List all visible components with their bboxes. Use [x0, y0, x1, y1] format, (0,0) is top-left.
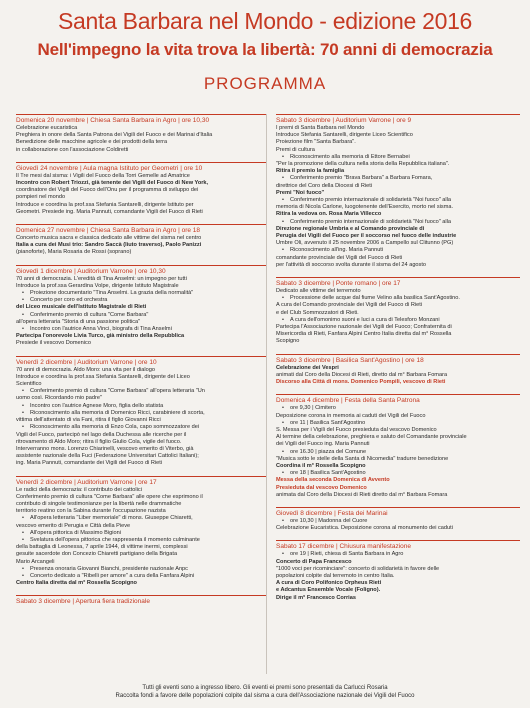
event-detail-line: Partecipa l'Associazione nazionale dei Vigili del Fuoco; Confraternita di [276, 324, 452, 331]
event-detail-line: I premi di Santa Barbara nel Mondo [276, 125, 365, 131]
event-heading: Venerdì 2 dicembre | Auditorium Varrone | ore 10 [16, 356, 266, 366]
event-detail-line: contributo di singole testimonianze per la libertà nelle drammatiche [16, 500, 182, 507]
programme-event [16, 356, 266, 468]
event-detail-line: Al termine della celebrazione, preghiera e saluto del Comandante provinciale [276, 434, 467, 441]
event-detail-line: • ore 16.30 | piazza del Comune [276, 449, 520, 456]
programme-event [276, 394, 520, 499]
event-detail-line: ritrovamento di Aldo Moro; ritira il figlio Giulio Cola, vigile del fuoco. [16, 438, 182, 445]
event-detail-line: Deposizione corona in memoria ai caduti dei Vigili del Fuoco [276, 412, 426, 419]
event-detail-line: Centro Italia diretta dal m° Rossella Scopigno [16, 580, 137, 587]
event-detail-line: coordinatore dei Vigili del Fuoco dell'Onu per il programma di sviluppo dei [16, 187, 199, 194]
event-heading: Sabato 17 dicembre | Chiusura manifestazione [276, 540, 520, 550]
event-detail-line: • Riconoscimento alla memoria di Domenico Ricci, carabiniere di scorta, [16, 410, 266, 417]
event-heading: Sabato 3 dicembre | Apertura fiera tradizionale [16, 595, 266, 605]
event-detail-line: • Proiezione documentario "Tina Anselmi. La grazia della normalità" [16, 290, 266, 297]
programme-event [276, 540, 520, 601]
programme-event [16, 162, 266, 216]
event-detail-line: Dirige il m° Francesco Corrias [276, 594, 356, 601]
event-heading: Sabato 3 dicembre | Auditorium Varrone | ore 9 [276, 114, 520, 124]
event-detail-line: • Conferimento premio "Brava Barbara" a Barbara Fomara, [276, 175, 520, 182]
footer-line-1: Tutti gli eventi sono a ingresso libero. Gli eventi ei premi sono presentati da Carlucci Rosaria [142, 685, 388, 691]
event-detail-line: e Adcantus Ensemble Vocale (Foligno). [276, 587, 381, 594]
right-column [276, 114, 520, 610]
event-detail-line: • Riconoscimento alla memoria di Enzo Cola, capo sommozzatore dei [16, 424, 266, 431]
event-detail-line: Geometri. Presiede ing. Maria Pannuti, comandante Vigili del Fuoco di Rieti [16, 208, 203, 215]
event-heading: Domenica 4 dicembre | Festa della Santa Patrona [276, 394, 520, 404]
event-subtitle: Nell'impegno la vita trova la libertà: 70 anni di democrazia [37, 40, 493, 59]
event-detail-line: del Liceo musicale dell'Istituto Magistrale di Rieti [16, 304, 147, 311]
event-detail-line: Introduce la prof.ssa Gerardina Volpe, dirigente Istituto Magistrale [16, 282, 179, 289]
event-detail-line: • Processione delle acque dal fiume Velino alla basilica Sant'Agostino. [276, 295, 520, 302]
event-detail-line: • ore 18 | Basilica Sant'Agostino [276, 470, 520, 477]
event-detail-line: • Concerto dedicato a "Ribelli per amore" a cura della Fanfara Alpini [16, 573, 266, 580]
event-heading: Domenica 20 novembre | Chiesa Santa Barbara in Agro | ore 10,30 [16, 114, 266, 124]
event-detail-line: Scientifico [16, 381, 42, 388]
event-detail-line: Incontro con Robert Triozzi, già tenente dei Vigili del Fuoco di New York, [16, 180, 209, 187]
event-detail-line: • ore 9,30 | Cimitero [276, 405, 520, 412]
event-heading: Sabato 3 dicembre | Basilica Sant'Agostino | ore 18 [276, 354, 520, 364]
event-detail-line: dei Vigili del Fuoco ing. Maria Pannuti [276, 441, 370, 448]
event-detail-line: A cura di Coro Polifonico Orpheus Rieti [276, 580, 382, 587]
event-detail-line: 70 anni di democrazia. L'eredità di Tina Anselmi: un impegno per tutti [16, 275, 187, 282]
event-detail-line: • Riconoscimento alla memoria di Ettore Bernabei [276, 154, 520, 161]
event-detail-line: Premi di cultura [276, 146, 315, 153]
event-detail-line: "1000 voci per ricominciare": concerto di solidarietà in favore delle [276, 565, 440, 572]
event-detail-line: 70 anni di democrazia. Aldo Moro: una vita per il dialogo [16, 366, 155, 373]
event-heading: Venerdì 2 dicembre | Auditorium Varrone | ore 17 [16, 476, 266, 486]
event-detail-line: • Incontro con l'autrice Anna Vinci, biografa di Tina Anselmi [16, 326, 266, 333]
event-detail-line: • Conferimento premio di cultura "Come Barbara" all'opera letteraria "Un [16, 388, 266, 395]
event-detail-line: • ore 10,30 | Madonna del Cuore [276, 518, 520, 525]
event-detail-line: uomo così. Ricordando mio padre" [16, 395, 102, 402]
event-detail-line: Interverranno mons. Lorenzo Chiarinelli, vescovo emerito di Viterbo, già [16, 445, 194, 452]
event-detail-line: per l'attività di soccorso svolta durante il sisma del 24 agosto [276, 261, 426, 268]
event-detail-line: Concerto di Papa Francesco [276, 558, 352, 565]
programme-event [276, 507, 520, 532]
event-detail-line: • Incontro con l'autrice Agnese Moro, figlia dello statista [16, 403, 266, 410]
event-detail-line: Italia a cura dei Musi trio: Sandro Saccà (liuto traverso), Paolo Panizzi [16, 242, 202, 249]
event-detail-line: Messa della seconda Domenica di Avvento [276, 477, 390, 484]
event-detail-line: • A cura dell'omonimo suoni e luci a cura di Telesforo Monzani [276, 317, 520, 324]
event-detail-line: • Concerto per coro ed orchestra [16, 297, 266, 304]
event-detail-line: "Musica sotto le stelle della Santa di Nicomedia" tradurre benedizione [276, 455, 449, 462]
event-detail-line: S. Messa per i Vigili del Fuoco presieduta dal vescovo Domenico [276, 426, 437, 433]
event-detail-line: Celebrazione Eucaristica. Deposizione corona al monumento dei caduti [276, 525, 453, 532]
footer [0, 684, 530, 700]
event-detail-line: e del Club Sommozzatori di Rieti. [276, 309, 359, 316]
event-detail-line: Vigili del Fuoco, partecipò nel lago della Duchessa alle ricerche per il [16, 431, 187, 438]
event-detail-line: Concerto musica sacra e classica dedicato alle vittime del sisma nel centro [16, 235, 202, 242]
event-detail-line: della battaglia di Leonessa, 7 aprile 1944, di vittime inermi, complessi [16, 544, 188, 551]
event-detail-line: Preghiera in onore della Santa Patrona dei Vigili del Fuoco e dei Marinai d'Italia [16, 132, 213, 139]
event-detail-line: • Conferimento premio internazionale di solidarietà "Noi fuoco" alla [276, 197, 520, 204]
event-detail-line: animati dal Coro della Diocesi di Rieti, diretto dal m° Barbara Fomara [276, 371, 448, 378]
event-detail-line: vittima dell'attentato di via Fani, ritira il figlio Giovanni Ricci [16, 417, 161, 424]
event-heading: Giovedì 1 dicembre | Auditorium Varrone | ore 10,30 [16, 265, 266, 275]
event-detail-line: Conferimento premio di cultura "Come Barbara" alle opere che esprimono il [16, 493, 203, 500]
event-detail-line: • ore 19 | Rieti, chiesa di Santa Barbara in Agro [276, 551, 520, 558]
programme-event [16, 224, 266, 257]
event-detail-line: animata dal Coro della Diocesi di Rieti diretto dal m° Barbara Fomara [276, 491, 448, 498]
event-detail-line: direttrice del Coro della Diocesi di Rieti [276, 182, 373, 189]
left-column [16, 114, 266, 613]
event-detail-line: comandante provinciale dei Vigili del Fuoco di Rieti [276, 254, 403, 261]
event-detail-line: A cura del Comando provinciale dei Vigili del Fuoco di Rieti [276, 302, 423, 309]
event-detail-line: all'opera letteraria "Storia di una passione politica" [16, 318, 141, 325]
programme-event [16, 114, 266, 154]
footer-line-2: Raccolta fondi a favore delle popolazioni colpite dal sisma a cura dell'Associazione nazionale dei Vigili del Fuoco [115, 693, 415, 699]
event-title: Santa Barbara nel Mondo - edizione 2016 [57, 8, 473, 34]
event-detail-line: territorio reatino con la Sabina durante l'occupazione nazista [16, 508, 166, 515]
event-detail-line: Celebrazione dei Vespri [276, 364, 339, 371]
event-detail-line: • Riconoscimento all'ing. Maria Pannuti [276, 247, 520, 254]
event-detail-line: Premi "Noi fuoco" [276, 189, 325, 196]
event-detail-line: memoria di Nicola Carlone, luogotenente dell'Esercito, morto nel sisma. [276, 204, 454, 211]
event-detail-line: Presiede il vescovo Domenico [16, 340, 91, 347]
event-detail-line: Ritira la vedova on. Rosa Maria Villecco [276, 211, 382, 218]
event-detail-line: Mario Arcangeli [16, 558, 55, 565]
event-heading: Giovedì 8 dicembre | Festa dei Marinai [276, 507, 520, 517]
event-detail-line: • Conferimento premio internazionale di solidarietà "Noi fuoco" alla [276, 219, 520, 226]
event-detail-line: gesuite sacerdote don Concezio Chiaretti partigiano della Brigata [16, 551, 178, 558]
event-detail-line: in collaborazione con l'associazione Coldiretti [16, 146, 129, 153]
programme-event [16, 476, 266, 588]
event-detail-line: Umbre Oli, avvenuto il 25 novembre 2006 a Campello sul Clitunno (PG) [276, 240, 454, 247]
event-detail-line: Introduce Stefania Santarelli, dirigente Liceo Scientifico [276, 132, 413, 139]
event-detail-line: • All'opera letteraria "Liber memoriale" di mons. Giuseppe Chiaretti, [16, 515, 266, 522]
programme-event [276, 277, 520, 346]
event-detail-line: • All'opera pittorica di Massimo Bigioni [16, 530, 266, 537]
event-detail-line: Presieduta dal vescovo Domenico [276, 484, 367, 491]
programme-event [16, 265, 266, 348]
event-detail-line: popolazioni colpite dal terremoto in centro Italia. [276, 572, 395, 579]
event-detail-line: Benedizione delle macchine agricole e dei prodotti della terra [16, 139, 168, 146]
event-detail-line: • ore 11 | Basilica Sant'Agostino [276, 420, 520, 427]
programme-event [276, 354, 520, 387]
column-divider [266, 114, 267, 674]
event-detail-line: Direzione regionale Umbria e al Comando provinciale di [276, 225, 425, 232]
programme-heading: PROGRAMMA [203, 74, 327, 93]
event-detail-line: Partecipa l'onorevole Livia Turco, già ministro della Repubblica [16, 333, 185, 340]
event-detail-line: pompieri nel mondo [16, 194, 66, 201]
programme-event [276, 114, 520, 269]
event-detail-line: Scopigno [276, 338, 300, 345]
event-detail-line: Il Tre mesi dal sisma: i Vigili del Fuoco della Torri Gemelle ad Amatrice [16, 172, 190, 179]
event-heading: Sabato 3 dicembre | Ponte romano | ore 17 [276, 277, 520, 287]
programme-event [16, 595, 266, 605]
event-detail-line: Introduce e coordina la prof.ssa Stefania Santarelli, dirigente del Liceo [16, 373, 190, 380]
event-detail-line: Proiezione film "Santa Barbara". [276, 139, 356, 146]
event-heading: Domenica 27 novembre | Chiesa Santa Barbara in Agro | ore 18 [16, 224, 266, 234]
event-detail-line: Le radici della democrazia: il contributo dei cattolici [16, 486, 142, 493]
event-detail-line: Coordina il m° Rossella Scopigno [276, 462, 366, 469]
event-detail-line: "Per la promozione della cultura nella storia della Repubblica italiana". [276, 161, 450, 168]
event-detail-line: vescovo emerito di Perugia e Città della Pieve [16, 522, 131, 529]
event-detail-line: • Conferimento premio di cultura "Come Barbara" [16, 312, 266, 319]
event-detail-line: Ritira il premio la famiglia [276, 168, 345, 175]
event-detail-line: ing. Maria Pannuti, comandante dei Vigili del Fuoco di Rieti [16, 460, 163, 467]
event-detail-line: Celebrazione eucaristica [16, 125, 78, 131]
event-detail-line: Perugia dei Vigili del Fuoco per il soccorso nel fuoco delle industrie [276, 233, 457, 240]
event-detail-line: Dedicato alle vittime del terremoto [276, 288, 361, 295]
event-detail-line: • Svelatura dell'opera pittorica che rappresenta il momento culminante [16, 537, 266, 544]
event-detail-line: Misericordia di Rieti, Fanfara Alpini Centro Italia diretta dal m° Rossella [276, 331, 452, 338]
event-detail-line: assistente nazionale della Fuci (Federazione Universitari Cattolici Italiani); [16, 453, 199, 460]
event-detail-line: Introduce e coordina la prof.ssa Stefania Santarelli, dirigente Istituto per [16, 201, 194, 208]
event-heading: Giovedì 24 novembre | Aula magna Istituto per Geometri | ore 10 [16, 162, 266, 172]
event-detail-line: (pianoforte), Maria Rosaria de Rossi (soprano) [16, 249, 132, 256]
event-detail-line: Discorso alla Città di mons. Domenico Pompili, vescovo di Rieti [276, 379, 446, 386]
event-detail-line: • Presenza onoraria Giovanni Bianchi, presidente nazionale Anpc [16, 566, 266, 573]
